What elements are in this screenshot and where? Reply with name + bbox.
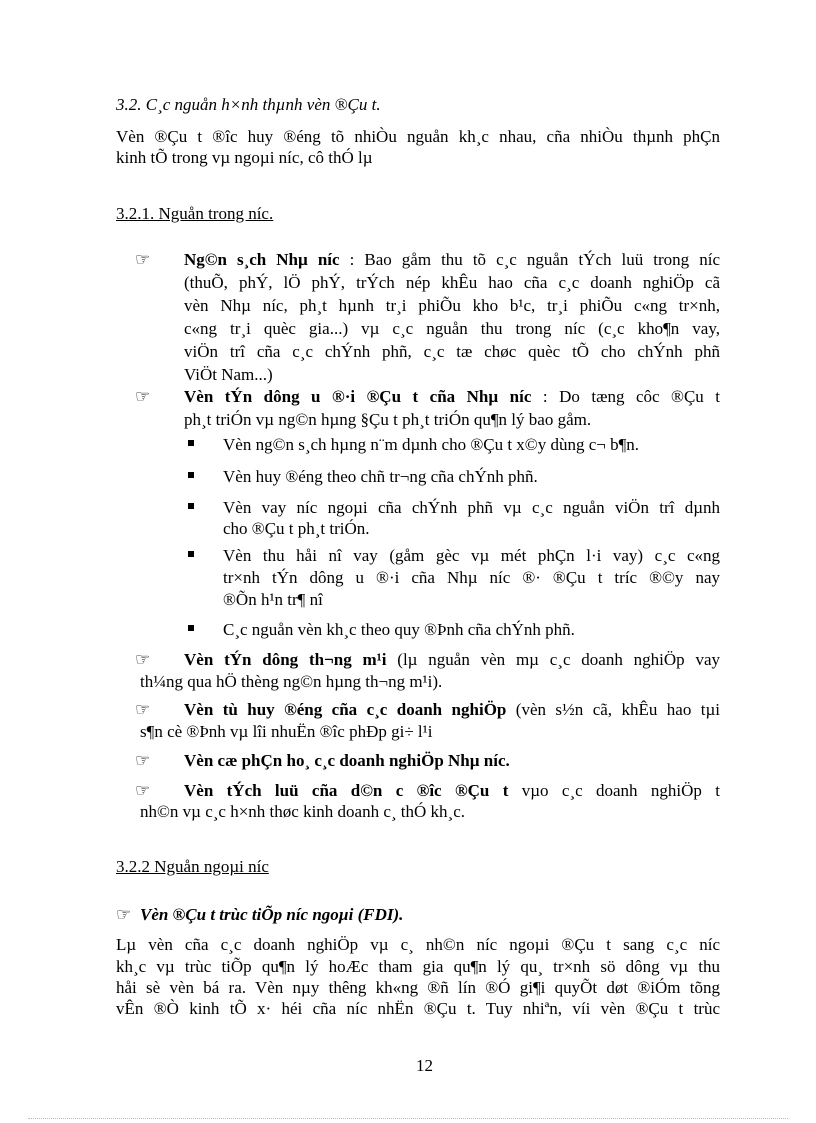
item-savings-line-1 <box>184 780 720 801</box>
sub-item-2: Vèn huy ®éng theo chñ tr¬ng cña chÝnh phñ. <box>223 467 538 486</box>
item-self-mobilized-line-1 <box>184 699 720 720</box>
item-state-budget-line-5: viÖn trî cña c¸c chÝnh phñ, c¸c tæ chøc quèc tÕ cho chÝnh phñ <box>184 342 720 361</box>
sub-item-3-line-2: cho ®Çu t ph¸t triÓn. <box>223 519 370 538</box>
item-state-budget-line-6: ViÖt Nam...) <box>184 365 273 384</box>
sub-item-3-line-1: Vèn vay níc ngoµi cña chÝnh phñ vµ c¸c nguån viÖn trî dµnh <box>223 498 720 517</box>
pointing-hand-icon: ☞ <box>135 387 151 406</box>
item-commercial-credit-line-1 <box>184 649 720 670</box>
item-self-mobilized-line-2: s¶n cè ®Þnh vµ lîi nhuËn ®îc phÐp gi÷ l¹i <box>140 722 433 741</box>
item-commercial-credit-title: Vèn tÝn dông th¬ng m¹i <box>184 650 387 669</box>
pointing-hand-icon: ☞ <box>135 650 151 669</box>
item-commercial-credit-line-2: th¼ng qua hÖ thèng ng©n hµng th¬ng m¹i). <box>140 672 443 691</box>
intro-line-1: Vèn ®Çu t ®îc huy ®éng tõ nhiÒu nguån kh¸c nhau, cña nhiÒu thµnh phÇn <box>116 127 720 146</box>
section-heading-3-2: 3.2. C¸c nguån h×nh thµnh vèn ®Çu t. <box>116 95 381 114</box>
fdi-paragraph-line-3: håi sè vèn bá ra. Vèn nµy thêng kh«ng ®ñ lín ®Ó gi¶i quyÕt døt ®iÓm tõng <box>116 978 720 997</box>
item-savings-line-2: nh©n vµ c¸c h×nh thøc kinh doanh c¸ thÓ kh¸c. <box>140 802 466 821</box>
section-heading-3-2-2: 3.2.2 Nguån ngoµi níc <box>116 857 269 876</box>
item-state-budget-line-2: (thuÕ, phÝ, lÖ phÝ, trÝch nép khÊu hao cña c¸c doanh nghiÖp cã <box>184 273 720 292</box>
square-bullet-icon <box>188 551 194 557</box>
pointing-hand-icon: ☞ <box>135 781 151 800</box>
pointing-hand-icon: ☞ <box>135 700 151 719</box>
item-state-budget-text: : Bao gåm thu tõ c¸c nguån tÝch luü trong níc <box>339 250 720 269</box>
item-preferential-credit-line-2: ph¸t triÓn vµ ng©n hµng §Çu t ph¸t triÓn qu¶n lý bao gåm. <box>184 410 592 429</box>
sub-item-5: C¸c nguån vèn kh¸c theo quy ®Þnh cña chÝnh phñ. <box>223 620 575 639</box>
section-heading-3-2-1: 3.2.1. Nguån trong níc. <box>116 204 274 223</box>
sub-item-4-line-1: Vèn thu håi nî vay (gåm gèc vµ mét phÇn l·i vay) c¸c c«ng <box>223 546 720 565</box>
page-bottom-divider <box>28 1118 788 1119</box>
square-bullet-icon <box>188 440 194 446</box>
sub-item-4-line-2: tr×nh tÝn dông u ®·i cña Nhµ níc ®· ®Çu t tríc ®©y nay <box>223 568 720 587</box>
pointing-hand-icon: ☞ <box>116 905 132 924</box>
item-self-mobilized-text: (vèn s½n cã, khÊu hao tµi <box>506 700 720 719</box>
fdi-paragraph-line-4: vÊn ®Ò kinh tÕ x· héi cña níc nhËn ®Çu t. Tuy nhiªn, víi vèn ®Çu t trùc <box>116 999 720 1018</box>
item-self-mobilized-title: Vèn tù huy ®éng cña c¸c doanh nghiÖp <box>184 700 507 719</box>
item-equitization: Vèn cæ phÇn ho¸ c¸c doanh nghiÖp Nhµ níc. <box>184 751 510 770</box>
sub-item-1: Vèn ng©n s¸ch hµng n¨m dµnh cho ®Çu t x©y dùng c¬ b¶n. <box>223 435 640 454</box>
fdi-paragraph-line-2: kh¸c vµ trùc tiÕp qu¶n lý hoÆc tham gia qu¶n lý qu¸ tr×nh sö dông vµ thu <box>116 957 720 976</box>
fdi-paragraph-line-1: Lµ vèn cña c¸c doanh nghiÖp vµ c¸ nh©n níc ngoµi ®Çu t sang c¸c níc <box>116 935 720 954</box>
item-commercial-credit-text: (lµ nguån vèn mµ c¸c doanh nghiÖp vay <box>386 650 720 669</box>
item-savings-text: vµo c¸c doanh nghiÖp t <box>508 781 720 800</box>
sub-item-4-line-3: ®Õn h¹n tr¶ nî <box>223 590 323 609</box>
page-number: 12 <box>416 1056 433 1075</box>
item-savings-title: Vèn tÝch luü cña d©n c ®îc ®Çu t <box>184 781 509 800</box>
item-preferential-credit-text: : Do tæng côc ®Çu t <box>531 387 720 406</box>
item-state-budget-line-1 <box>184 249 720 270</box>
fdi-heading: Vèn ®Çu t trùc tiÕp níc ngoµi (FDI). <box>140 905 404 924</box>
square-bullet-icon <box>188 472 194 478</box>
item-state-budget-line-3: vèn Nhµ níc, ph¸t hµnh tr¸i phiÕu kho b¹c, tr¸i phiÕu c«ng tr×nh, <box>184 296 720 315</box>
pointing-hand-icon: ☞ <box>135 751 151 770</box>
item-preferential-credit-title: Vèn tÝn dông u ®·i ®Çu t cña Nhµ níc <box>184 387 532 406</box>
pointing-hand-icon: ☞ <box>135 250 151 269</box>
item-preferential-credit-line-1 <box>184 386 720 407</box>
item-state-budget-line-4: c«ng tr¸i quèc gia...) vµ c¸c nguån thu trong níc (c¸c kho¶n vay, <box>184 319 720 338</box>
square-bullet-icon <box>188 503 194 509</box>
square-bullet-icon <box>188 625 194 631</box>
intro-line-2: kinh tÕ trong vµ ngoµi níc, cô thÓ lµ <box>116 148 373 167</box>
item-state-budget-title: Ng©n s¸ch Nhµ níc <box>184 250 340 269</box>
